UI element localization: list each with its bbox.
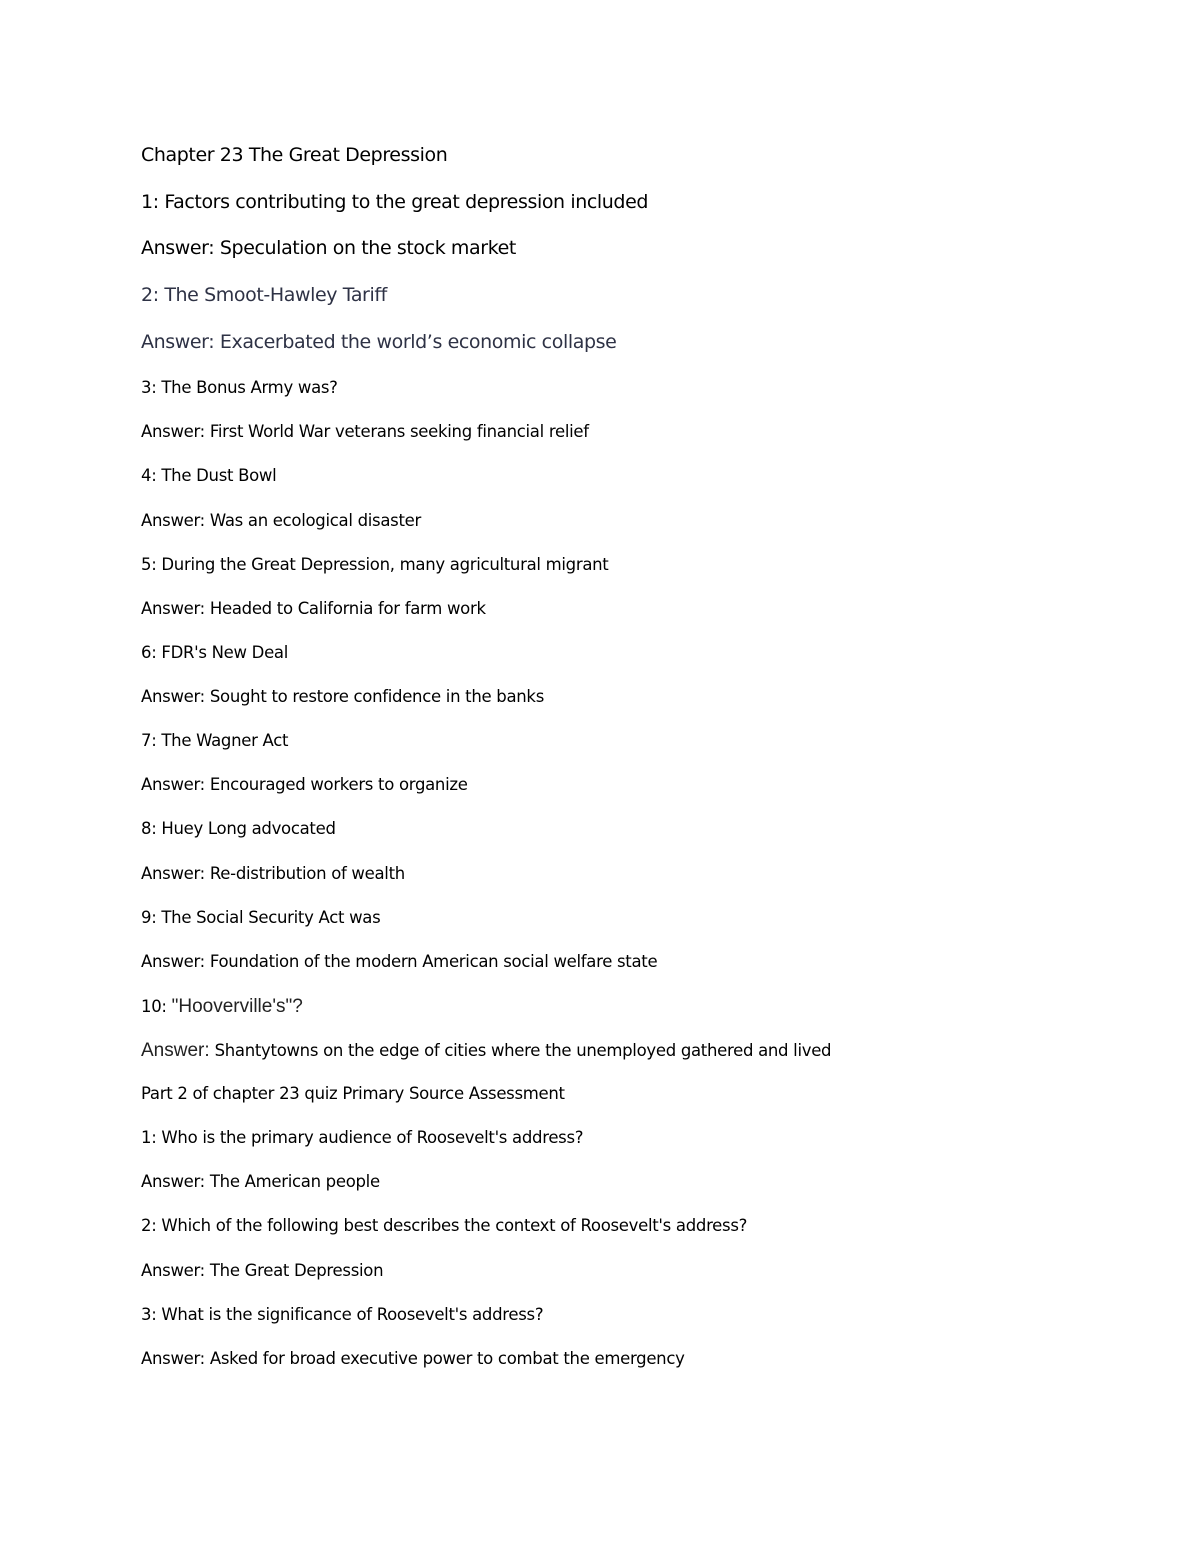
part2-answer-3: Answer: Asked for broad executive power to combat the emergency bbox=[141, 1349, 685, 1368]
answer-10 bbox=[141, 1041, 831, 1060]
question-10-text: "Hooverville's"? bbox=[171, 996, 303, 1017]
part2-question-2: 2: Which of the following best describes the context of Roosevelt's address? bbox=[141, 1216, 748, 1235]
answer-8: Answer: Re-distribution of wealth bbox=[141, 864, 405, 883]
part2-answer-2: Answer: The Great Depression bbox=[141, 1261, 384, 1280]
answer-7: Answer: Encouraged workers to organize bbox=[141, 775, 468, 794]
answer-5: Answer: Headed to California for farm work bbox=[141, 599, 486, 618]
part2-heading: Part 2 of chapter 23 quiz Primary Source Assessment bbox=[141, 1084, 565, 1103]
part2-answer-1: Answer: The American people bbox=[141, 1172, 380, 1191]
page-title: Chapter 23 The Great Depression bbox=[141, 144, 448, 166]
question-6: 6: FDR's New Deal bbox=[141, 643, 289, 662]
question-8: 8: Huey Long advocated bbox=[141, 819, 336, 838]
answer-4: Answer: Was an ecological disaster bbox=[141, 511, 421, 530]
question-4: 4: The Dust Bowl bbox=[141, 466, 277, 485]
question-7: 7: The Wagner Act bbox=[141, 731, 289, 750]
question-10 bbox=[141, 997, 303, 1016]
question-9: 9: The Social Security Act was bbox=[141, 908, 381, 927]
question-5: 5: During the Great Depression, many agricultural migrant bbox=[141, 555, 609, 574]
answer-3: Answer: First World War veterans seeking financial relief bbox=[141, 422, 589, 441]
answer-1: Answer: Speculation on the stock market bbox=[141, 237, 516, 259]
answer-2: Answer: Exacerbated the world’s economic collapse bbox=[141, 331, 617, 353]
question-3: 3: The Bonus Army was? bbox=[141, 378, 338, 397]
question-10-number: 10: bbox=[141, 997, 172, 1016]
part2-question-3: 3: What is the significance of Roosevelt's address? bbox=[141, 1305, 544, 1324]
answer-10-label: Answer: bbox=[141, 1040, 210, 1061]
answer-6: Answer: Sought to restore confidence in the banks bbox=[141, 687, 544, 706]
part2-question-1: 1: Who is the primary audience of Roosevelt's address? bbox=[141, 1128, 584, 1147]
question-2: 2: The Smoot-Hawley Tariff bbox=[141, 284, 387, 306]
question-1: 1: Factors contributing to the great depression included bbox=[141, 191, 649, 213]
answer-9: Answer: Foundation of the modern American social welfare state bbox=[141, 952, 658, 971]
answer-10-text: Shantytowns on the edge of cities where the unemployed gathered and lived bbox=[209, 1041, 832, 1060]
